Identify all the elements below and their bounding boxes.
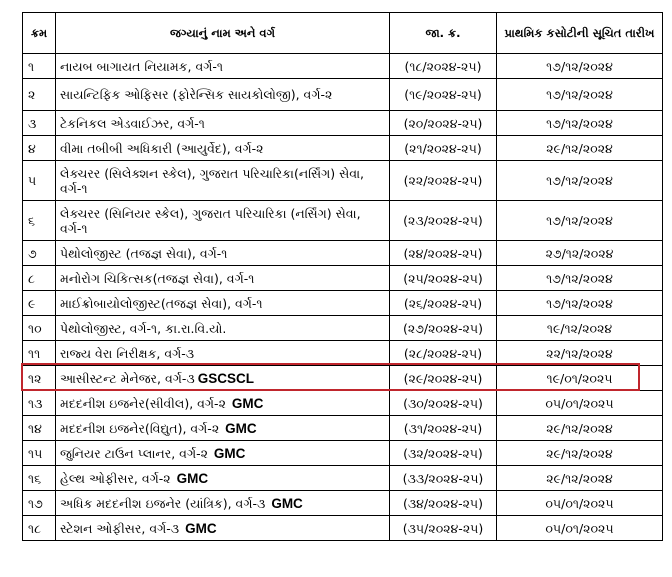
- cell-post-name: [56, 441, 390, 466]
- cell-post-name: [56, 201, 390, 241]
- cell-advt-no: (૩૩/૨૦૨૪-૨૫): [390, 466, 497, 491]
- cell-advt-no: (૧૮/૨૦૨૪-૨૫): [390, 54, 497, 79]
- table-header-row: [23, 13, 663, 54]
- cell-sr-no: ૧૩: [23, 391, 56, 416]
- cell-post-name: [56, 516, 390, 541]
- cell-post-name: [56, 136, 390, 161]
- cell-exam-date: ૨૨/૧૨/૨૦૨૪: [497, 341, 663, 366]
- cell-sr-no: ૧૪: [23, 416, 56, 441]
- cell-sr-no: ૧૬: [23, 466, 56, 491]
- cell-post-name: [56, 266, 390, 291]
- cell-exam-date: ૧૯/૧૨/૨૦૨૪: [497, 316, 663, 341]
- cell-sr-no: ૧: [23, 54, 56, 79]
- table-row: [23, 201, 663, 241]
- organization-tag: GMC: [231, 395, 264, 411]
- post-name-text: પેથોલોજીસ્ટ (તજજ્ઞ સેવા), વર્ગ-૧: [60, 245, 228, 261]
- cell-advt-no: (૨૯/૨૦૨૪-૨૫): [390, 366, 497, 391]
- cell-sr-no: ૩: [23, 111, 56, 136]
- cell-post-name: [56, 79, 390, 111]
- table-row: [23, 491, 663, 516]
- cell-sr-no: ૮: [23, 266, 56, 291]
- post-name-text: મદદનીશ ઇજનેર(સીવીલ), વર્ગ-૨: [60, 395, 226, 411]
- post-name-text: પેથોલોજીસ્ટ, વર્ગ-૧, કા.રા.વિ.યો.: [60, 320, 227, 336]
- cell-exam-date: ૦૫/૦૧/૨૦૨૫: [497, 516, 663, 541]
- cell-advt-no: (૨૪/૨૦૨૪-૨૫): [390, 241, 497, 266]
- cell-advt-no: (૨૬/૨૦૨૪-૨૫): [390, 291, 497, 316]
- post-name-text: સ્ટેશન ઓફીસર, વર્ગ-૩: [60, 520, 180, 536]
- cell-advt-no: (૨૩/૨૦૨૪-૨૫): [390, 201, 497, 241]
- cell-post-name: [56, 341, 390, 366]
- cell-advt-no: (૨૮/૨૦૨૪-૨૫): [390, 341, 497, 366]
- cell-exam-date: ૧૭/૧૨/૨૦૨૪: [497, 111, 663, 136]
- post-name-text: લેક્ચરર (સિનિયર સ્કેલ), ગુજરાત પરિચારિકા (નર્સિંગ) સેવા, વર્ગ-૧: [60, 205, 361, 236]
- cell-advt-no: (૩૨/૨૦૨૪-૨૫): [390, 441, 497, 466]
- cell-post-name: [56, 491, 390, 516]
- cell-advt-no: (૩૪/૨૦૨૪-૨૫): [390, 491, 497, 516]
- cell-sr-no: ૫: [23, 161, 56, 201]
- cell-exam-date: ૧૭/૧૨/૨૦૨૪: [497, 291, 663, 316]
- post-name-text: અધિક મદદનીશ ઇજનેર (યાંત્રિક), વર્ગ-૩: [60, 495, 266, 511]
- table-body: [23, 54, 663, 541]
- table-row: [23, 316, 663, 341]
- cell-post-name: [56, 366, 390, 391]
- table-row: [23, 241, 663, 266]
- cell-advt-no: (૩૦/૨૦૨૪-૨૫): [390, 391, 497, 416]
- cell-advt-no: (૩૧/૨૦૨૪-૨૫): [390, 416, 497, 441]
- post-name-text: ટેકનિકલ એડવાઈઝર, વર્ગ-૧: [60, 115, 205, 131]
- cell-post-name: [56, 466, 390, 491]
- cell-post-name: [56, 391, 390, 416]
- cell-sr-no: ૧૨: [23, 366, 56, 391]
- cell-exam-date: ૧૭/૧૨/૨૦૨૪: [497, 201, 663, 241]
- cell-advt-no: (૨૫/૨૦૨૪-૨૫): [390, 266, 497, 291]
- table-row: [23, 366, 663, 391]
- table-row: [23, 466, 663, 491]
- post-name-text: મનોરોગ ચિકિત્સક(તજજ્ઞ સેવા), વર્ગ-૧: [60, 270, 255, 286]
- organization-tag: GSCSCL: [197, 370, 254, 386]
- table-row: [23, 79, 663, 111]
- cell-exam-date: ૧૭/૧૨/૨૦૨૪: [497, 79, 663, 111]
- cell-post-name: [56, 111, 390, 136]
- table-row: [23, 416, 663, 441]
- cell-exam-date: ૨૯/૧૨/૨૦૨૪: [497, 441, 663, 466]
- cell-post-name: [56, 161, 390, 201]
- cell-post-name: [56, 416, 390, 441]
- header-post-name: જગ્યાનું નામ અને વર્ગ: [56, 13, 390, 54]
- cell-sr-no: ૧૧: [23, 341, 56, 366]
- cell-sr-no: ૧૮: [23, 516, 56, 541]
- cell-sr-no: ૧૫: [23, 441, 56, 466]
- table-row: [23, 136, 663, 161]
- cell-exam-date: ૦૫/૦૧/૨૦૨૫: [497, 391, 663, 416]
- cell-sr-no: ૭: [23, 241, 56, 266]
- cell-post-name: [56, 291, 390, 316]
- header-exam-date: પ્રાથમિક કસોટીની સૂચિત તારીખ: [497, 13, 663, 54]
- organization-tag: GMC: [271, 495, 303, 511]
- post-name-text: નાયબ બાગાયત નિયામક, વર્ગ-૧: [60, 58, 223, 74]
- cell-advt-no: (૨૦/૨૦૨૪-૨૫): [390, 111, 497, 136]
- post-name-text: રાજ્ય વેરા નિરીક્ષક, વર્ગ-૩: [60, 345, 195, 361]
- organization-tag: GMC: [225, 420, 257, 436]
- organization-tag: GMC: [213, 445, 246, 461]
- post-name-text: મદદનીશ ઇજનેર(વિદ્યુત), વર્ગ-૨: [60, 420, 220, 436]
- cell-sr-no: ૬: [23, 201, 56, 241]
- cell-exam-date: ૨૭/૧૨/૨૦૨૪: [497, 241, 663, 266]
- table-row: [23, 391, 663, 416]
- cell-post-name: [56, 241, 390, 266]
- table-row: [23, 441, 663, 466]
- table-row: [23, 516, 663, 541]
- table-row: [23, 341, 663, 366]
- organization-tag: GMC: [176, 470, 209, 486]
- post-name-text: હેલ્થ ઓફીસર, વર્ગ-૨: [60, 470, 171, 486]
- cell-post-name: [56, 54, 390, 79]
- cell-exam-date: ૧૯/૦૧/૨૦૨૫: [497, 366, 663, 391]
- cell-advt-no: (૨૭/૨૦૨૪-૨૫): [390, 316, 497, 341]
- schedule-table-container: [22, 12, 663, 541]
- post-name-text: લેક્ચરર (સિલેક્શન સ્કેલ), ગુજરાત પરિચારિકા(નર્સિંગ) સેવા, વર્ગ-૧: [60, 165, 365, 196]
- cell-advt-no: (૨૧/૨૦૨૪-૨૫): [390, 136, 497, 161]
- cell-sr-no: ૪: [23, 136, 56, 161]
- cell-advt-no: (૩૫/૨૦૨૪-૨૫): [390, 516, 497, 541]
- cell-sr-no: ૧૦: [23, 316, 56, 341]
- table-row: [23, 54, 663, 79]
- cell-exam-date: ૧૭/૧૨/૨૦૨૪: [497, 161, 663, 201]
- cell-exam-date: ૧૭/૧૨/૨૦૨૪: [497, 266, 663, 291]
- table-row: [23, 266, 663, 291]
- table-row: [23, 161, 663, 201]
- cell-advt-no: (૧૯/૨૦૨૪-૨૫): [390, 79, 497, 111]
- cell-sr-no: ૧૭: [23, 491, 56, 516]
- cell-exam-date: ૨૯/૧૨/૨૦૨૪: [497, 416, 663, 441]
- cell-sr-no: ૯: [23, 291, 56, 316]
- table-row: [23, 291, 663, 316]
- cell-advt-no: (૨૨/૨૦૨૪-૨૫): [390, 161, 497, 201]
- cell-sr-no: ૨: [23, 79, 56, 111]
- post-name-text: માઈક્રોબાયોલોજીસ્ટ(તજજ્ઞ સેવા), વર્ગ-૧: [60, 295, 263, 311]
- cell-exam-date: ૧૭/૧૨/૨૦૨૪: [497, 54, 663, 79]
- table-row: [23, 111, 663, 136]
- header-sr-no: ક્રમ: [23, 13, 56, 54]
- post-name-text: જુનિયર ટાઉન પ્લાનર, વર્ગ-૨: [60, 445, 208, 461]
- header-advt-no: જા. ક્ર.: [390, 13, 497, 54]
- cell-exam-date: ૨૯/૧૨/૨૦૨૪: [497, 466, 663, 491]
- cell-exam-date: ૦૫/૦૧/૨૦૨૫: [497, 491, 663, 516]
- cell-post-name: [56, 316, 390, 341]
- exam-schedule-table: [22, 12, 663, 541]
- post-name-text: વીમા તબીબી અધિકારી (આયુર્વેદ), વર્ગ-૨: [60, 140, 264, 156]
- post-name-text: સાયન્ટિફિક ઓફિસર (ફોરેન્સિક સાયકોલોજી), વર્ગ-૨: [60, 87, 333, 102]
- post-name-text: આસીસ્ટન્ટ મેનેજર, વર્ગ-૩: [60, 370, 195, 386]
- cell-exam-date: ૨૯/૧૨/૨૦૨૪: [497, 136, 663, 161]
- organization-tag: GMC: [185, 520, 217, 536]
